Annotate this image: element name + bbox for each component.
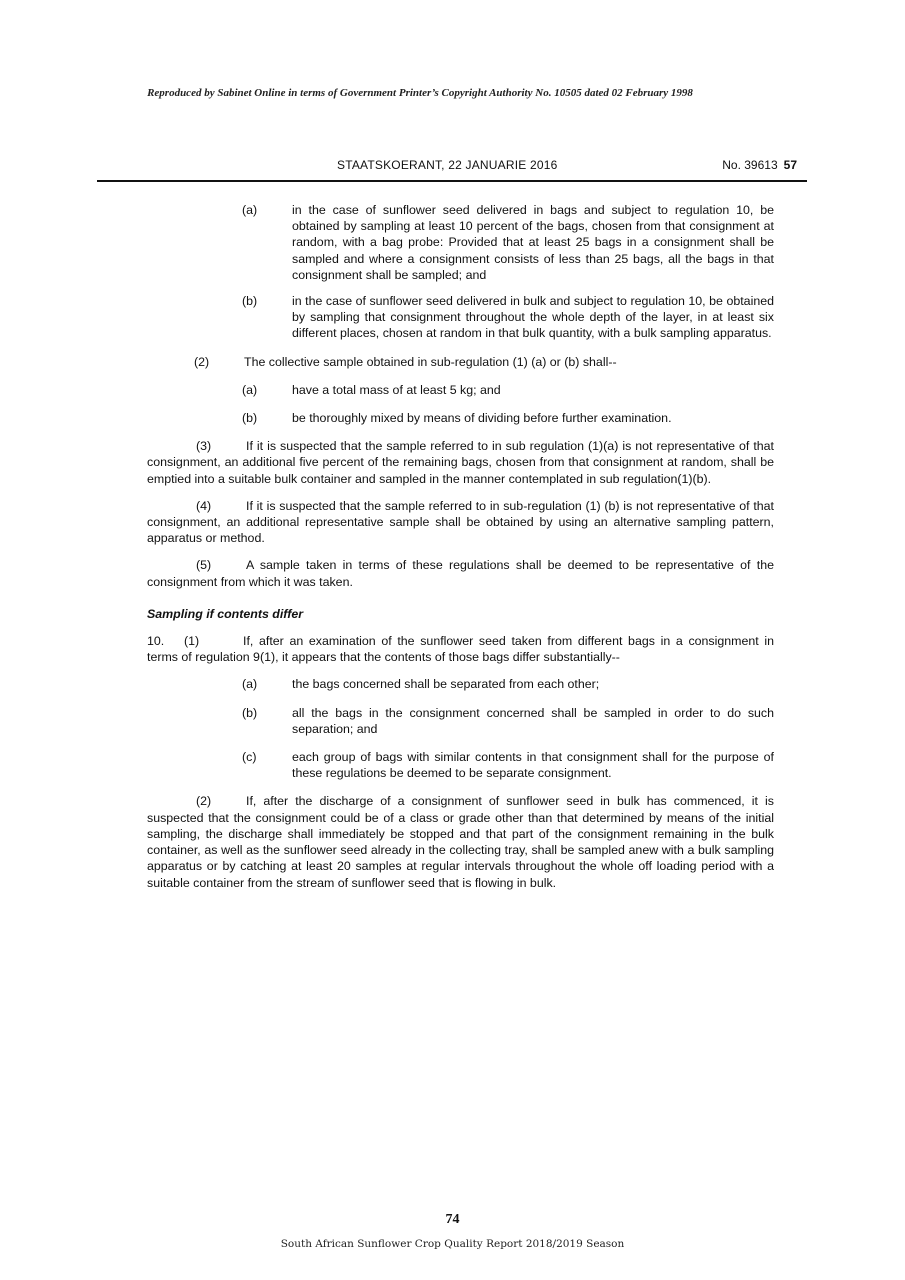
sub-item-1a (147, 202, 774, 283)
item-text: If, after the discharge of a consignment of sunflower seed in bulk has commenced, it is suspected that the consignment could be of a class or grade other than that determined by means of the initial sampling, the discharge shall immediately be stopped and that part of the consignment remaining in the bulk container, as well as the sunflower seed already in the collecting tray, shall be sampled anew with a bulk sampling apparatus or by catching at least 20 samples at regular intervals throughout the whole off loading period with a suitable container from the stream of sunflower seed that is flowing in bulk. (147, 794, 774, 890)
sub-regulation-2 (147, 354, 774, 370)
sub-item-10b (147, 705, 774, 737)
sub-item-10a (147, 676, 774, 692)
item-label: (4) (196, 498, 212, 513)
item-text: have a total mass of at least 5 kg; and (292, 382, 501, 397)
item-text: A sample taken in terms of these regulations shall be deemed to be representative of the consignment from which it was taken. (147, 558, 774, 589)
sub-regulation-3 (147, 438, 774, 487)
item-label: (5) (196, 558, 212, 573)
report-footer: South African Sunflower Crop Quality Report 2018/2019 Season (280, 1238, 625, 1250)
item-label: (c) (242, 750, 257, 765)
item-text: in the case of sunflower seed delivered in bulk and subject to regulation 10, be obtained by sampling that consignment throughout the whole depth of the layer, in at least six different places, chosen at random in that bulk quantity, with a bulk sampling apparatus. (292, 294, 774, 341)
item-text: all the bags in the consignment concerned shall be sampled in order to do such separation; and (292, 705, 774, 736)
sub-item-2a (147, 382, 774, 398)
item-label: (a) (242, 203, 258, 217)
item-label: (b) (242, 705, 258, 720)
item-text: If, after an examination of the sunflower seed taken from different bags in a consignment in terms of regulation 9(1), it appears that the contents of those bags differ substantially-- (147, 634, 774, 665)
gazette-issue-number: No. 39613 (722, 158, 778, 172)
sub-item-1b (147, 293, 774, 342)
item-text: If it is suspected that the sample referred to in sub regulation (1)(a) is not representative of that consignment, an additional five percent of the remaining bags, chosen from that consignment at random, shall be emptied into a suitable bulk container and sampled in the manner contemplated in sub regulation(1)(b). (147, 439, 774, 486)
item-text: The collective sample obtained in sub-regulation (1) (a) or (b) shall-- (244, 354, 617, 369)
regulation-10-2 (147, 793, 774, 890)
page-number: 74 (445, 1212, 460, 1227)
gazette-page-number: 57 (783, 158, 797, 172)
item-label: (b) (242, 411, 258, 426)
gazette-header (97, 158, 807, 182)
item-label: (a) (242, 382, 258, 397)
sub-item-2b (147, 410, 774, 426)
gazette-title: STAATSKOERANT, 22 JANUARIE 2016 (337, 158, 558, 172)
item-text: be thoroughly mixed by means of dividing before further examination. (292, 411, 672, 426)
section-heading: Sampling if contents differ (147, 606, 304, 621)
item-label: (1) (184, 634, 200, 649)
sub-regulation-4 (147, 498, 774, 547)
item-label: (a) (242, 677, 258, 692)
item-label: (b) (242, 294, 258, 309)
item-text: each group of bags with similar contents in that consignment shall for the purpose of these regulations be deemed to be separate consignment. (292, 750, 774, 781)
reproduction-note: Reproduced by Sabinet Online in terms of Government Printer’s Copyright Authority No. 10505 dated 02 February 1998 (147, 87, 693, 99)
regulation-10-1 (147, 633, 774, 665)
document-body (147, 202, 774, 902)
item-text: in the case of sunflower seed delivered in bags and subject to regulation 10, be obtained by sampling at least 10 percent of the bags, chosen from that consignment at random, with a bag probe: Provided that at least 25 bags in a consignment shall be sampled and where a consignment consists of less than 25 bags, all the bags in that consignment shall be sampled; and (292, 203, 774, 282)
item-label: (3) (196, 439, 212, 454)
item-label: (2) (196, 794, 212, 809)
item-label: (2) (194, 354, 210, 369)
regulation-number: 10. (147, 634, 165, 649)
item-text: If it is suspected that the sample referred to in sub-regulation (1) (b) is not representative of that consignment, an additional representative sample shall be obtained by using an alternative sampling pattern, apparatus or method. (147, 498, 774, 546)
gazette-number (722, 158, 797, 172)
item-text: the bags concerned shall be separated from each other; (292, 677, 600, 692)
sub-regulation-5 (147, 557, 774, 589)
sub-item-10c (147, 749, 774, 781)
